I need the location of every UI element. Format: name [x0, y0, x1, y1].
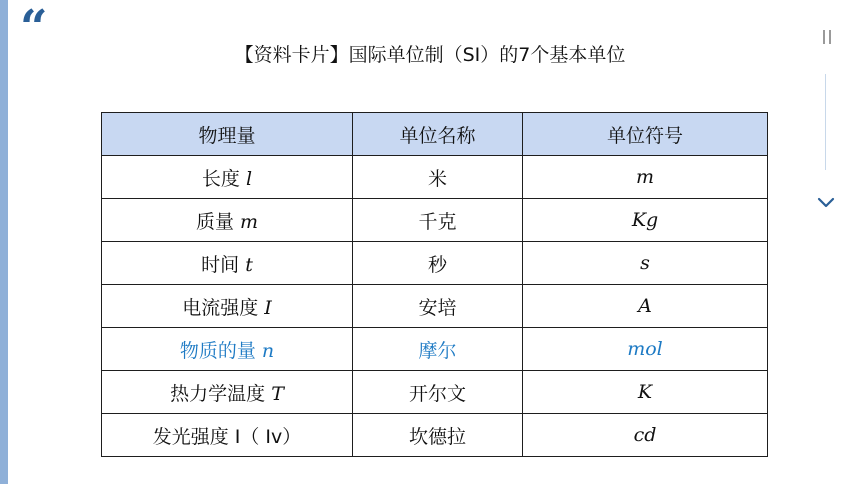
quantity-symbol: l: [245, 167, 253, 190]
cell-unit-name: 米: [353, 156, 523, 199]
quantity-symbol: t: [245, 253, 253, 276]
cell-unit-symbol: A: [523, 285, 768, 328]
cell-unit-symbol: s: [523, 242, 768, 285]
left-accent-bar: [0, 0, 8, 484]
cell-quantity: [102, 199, 353, 242]
quantity-label: 电流强度: [182, 296, 259, 319]
table-row: [102, 156, 768, 199]
slide-title: 【资料卡片】国际单位制（SI）的7个基本单位: [234, 44, 626, 66]
table-row: [102, 242, 768, 285]
cell-quantity: [102, 285, 353, 328]
pause-icon-bar-left: [823, 30, 825, 44]
quantity-label: 时间: [201, 253, 240, 276]
quote-mark-icon: “: [20, 0, 48, 56]
cell-unit-symbol: cd: [523, 414, 768, 457]
cell-quantity: [102, 242, 353, 285]
quantity-symbol: m: [240, 210, 259, 233]
table-header-row: [102, 113, 768, 156]
header-unit-symbol: 单位符号: [523, 113, 768, 156]
cell-unit-name: 开尔文: [353, 371, 523, 414]
si-units-table: [101, 112, 768, 457]
cell-unit-name: 安培: [353, 285, 523, 328]
chevron-down-glyph: [816, 195, 836, 209]
cell-unit-symbol: Kg: [523, 199, 768, 242]
quantity-label: 长度: [201, 167, 240, 190]
table-row: [102, 371, 768, 414]
cell-unit-symbol: m: [523, 156, 768, 199]
cell-quantity: [102, 156, 353, 199]
cell-quantity: [102, 414, 353, 457]
quantity-label: 热力学温度: [170, 382, 266, 405]
quantity-symbol: n: [261, 339, 275, 362]
cell-unit-name: 坎德拉: [353, 414, 523, 457]
cell-unit-name: 千克: [353, 199, 523, 242]
cell-quantity: [102, 328, 353, 371]
quantity-label: 物质的量: [179, 339, 256, 362]
quantity-label: 发光强度 I（ Iv）: [152, 425, 302, 448]
table-row: [102, 328, 768, 371]
cell-unit-symbol: mol: [523, 328, 768, 371]
cell-unit-symbol: K: [523, 371, 768, 414]
header-quantity: 物理量: [102, 113, 353, 156]
header-unit-name: 单位名称: [353, 113, 523, 156]
scroll-track[interactable]: [825, 74, 826, 170]
chevron-down-icon[interactable]: [816, 194, 836, 208]
cell-unit-name: 摩尔: [353, 328, 523, 371]
quantity-label: 质量: [195, 210, 234, 233]
cell-quantity: [102, 371, 353, 414]
table-row: [102, 414, 768, 457]
cell-unit-name: 秒: [353, 242, 523, 285]
quantity-symbol: I: [264, 296, 272, 319]
table-row: [102, 199, 768, 242]
table-row: [102, 285, 768, 328]
pause-icon-bar-right: [829, 30, 831, 44]
pause-icon[interactable]: [822, 30, 834, 44]
quantity-symbol: T: [271, 382, 284, 405]
